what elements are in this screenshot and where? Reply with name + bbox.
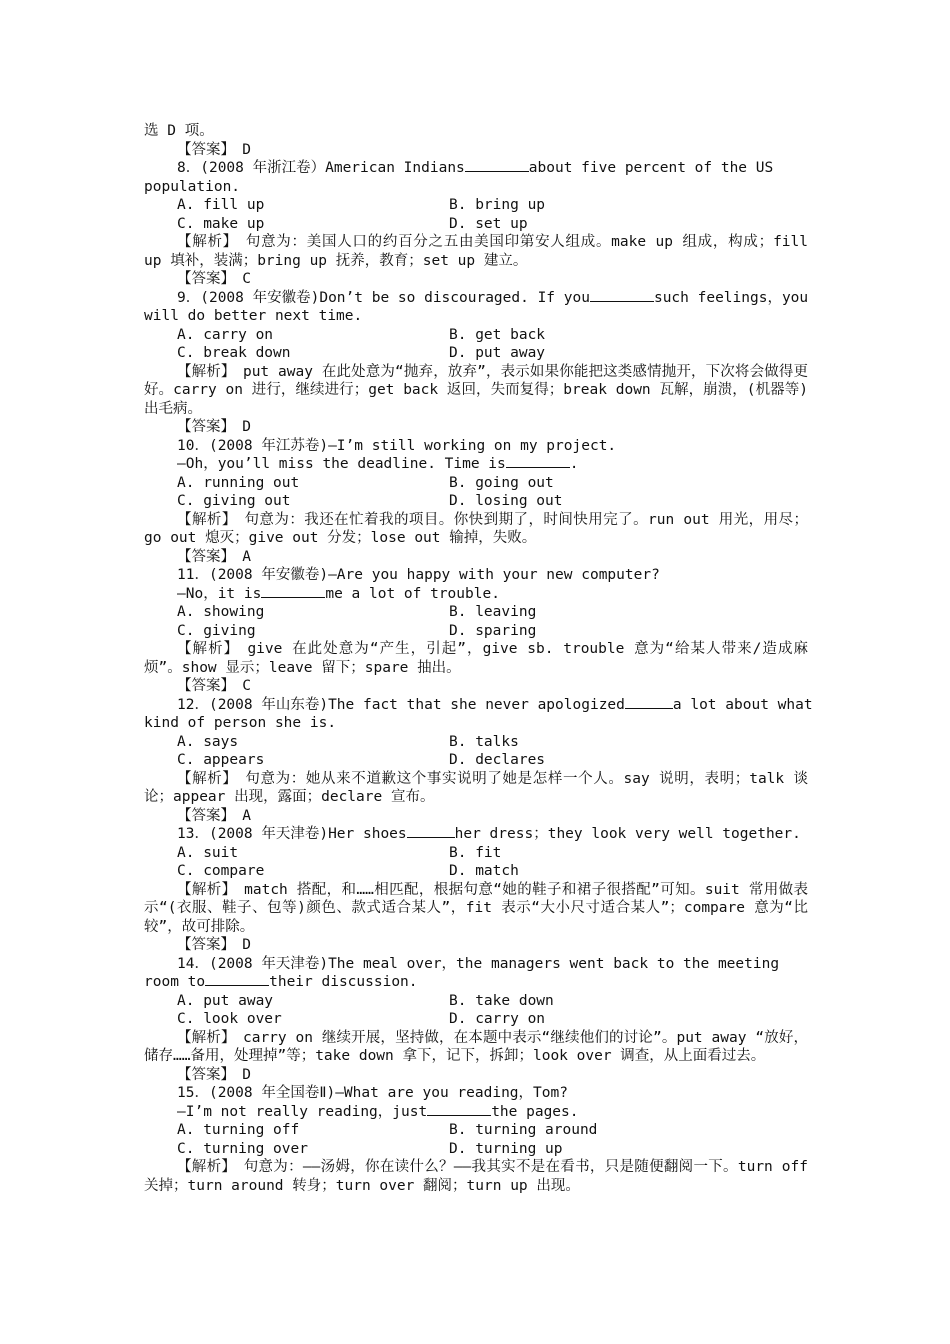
analysis: 【解析】 句意为：我还在忙着我的项目。你快到期了，时间快用完了。run out 用光，用尽；go out 熄灭；give out 分发；lose out 输掉，失败。 (144, 511, 808, 546)
option-d: D. put away (449, 345, 546, 361)
option-b: B. going out (449, 474, 554, 491)
option-c: C. compare (177, 863, 265, 879)
analysis: 【解析】 match 搭配，和……相匹配，根据句意“她的鞋子和裙子很搭配”可知。suit 常用做表示“(衣服、鞋子、包等)颜色、款式适合某人”，fit 表示“大小尺寸适合某人”；compare 意为“比较”，故可排除。 (144, 881, 808, 935)
question-stem-continued: population. (144, 178, 241, 195)
answer-blank (205, 973, 269, 986)
question-stem-line-2: —No，it is me a lot of trouble. (177, 585, 500, 602)
option-a: A. carry on (177, 326, 274, 343)
options-row (144, 622, 808, 641)
answer-blank (625, 696, 673, 709)
analysis: 【解析】 句意为：她从来不道歉这个事实说明了她是怎样一个人。say 说明，表明；talk 谈论；appear 出现，露面；declare 宣布。 (144, 770, 808, 805)
question-8 (144, 159, 808, 289)
option-a: A. fill up (177, 197, 265, 213)
question-stem: 9．(2008 年安徽卷)Don’t be so discouraged. If you such feelings，you (177, 289, 809, 306)
question-stem-line-2: —Oh，you’ll miss the deadline. Time is . (177, 456, 579, 472)
analysis: 【解析】 give 在此处意为“产生，引起”，give sb. trouble 意为“给某人带来/造成麻烦”。show 显示；leave 留下；spare 抽出。 (144, 641, 808, 676)
option-a: A. turning off (177, 1122, 300, 1138)
question-12 (144, 696, 813, 826)
option-c: C. break down (177, 345, 291, 361)
analysis: 【解析】 put away 在此处意为“抛弃，放弃”，表示如果你能把这类感情抛开，下次将会做得更好。carry on 进行，继续进行；get back 返回，失而复得；break down 瓦解，崩溃，(机器等)出毛病。 (144, 363, 808, 417)
options-row (144, 862, 808, 881)
option-a: A. says (177, 733, 239, 750)
question-11 (144, 566, 808, 696)
option-c: C. make up (177, 215, 265, 232)
options-row (144, 1121, 808, 1140)
option-a: A. showing (177, 604, 265, 620)
option-d: D. declares (449, 752, 546, 768)
option-c: C. turning over (177, 1140, 308, 1157)
option-b: B. turning around (449, 1122, 598, 1138)
option-d: D. losing out (449, 493, 563, 509)
question-stem: 15．(2008 年全国卷Ⅱ)—What are you reading，Tom? (177, 1085, 568, 1101)
question-stem: 10．(2008 年江苏卷)—I’m still working on my project. (177, 437, 617, 454)
answer: 【答案】 A (177, 807, 251, 824)
answer: 【答案】 D (177, 937, 251, 953)
question-stem: 12．(2008 年山东卷)The fact that she never apologized a lot about what (177, 696, 813, 713)
option-b: B. fit (449, 844, 502, 861)
document-content (144, 122, 813, 1195)
question-stem: 11．(2008 年安徽卷)—Are you happy with your new computer? (177, 567, 660, 583)
option-d: D. set up (449, 215, 528, 232)
question-14 (144, 955, 808, 1085)
answer: 【答案】 A (177, 548, 251, 565)
question-10 (144, 437, 808, 567)
question-13 (144, 825, 808, 955)
option-d: D. carry on (449, 1011, 546, 1027)
answer: 【答案】 D (177, 1066, 251, 1083)
question-stem-continued: kind of person she is. (144, 715, 337, 731)
option-c: C. appears (177, 752, 265, 768)
options-row (144, 733, 808, 752)
intro-answer: 【答案】 D (177, 141, 251, 158)
question-stem: 14．(2008 年天津卷)The meal over，the managers went back to the meeting (177, 955, 780, 972)
question-stem: 13．(2008 年天津卷)Her shoes her dress；they look very well together. (177, 826, 801, 842)
option-b: B. take down (449, 992, 554, 1009)
options-row (144, 1140, 808, 1159)
options-row (144, 344, 808, 363)
options-row (144, 196, 808, 215)
question-15 (144, 1084, 808, 1195)
answer-blank (465, 159, 529, 172)
option-b: B. leaving (449, 604, 537, 620)
answer-blank (506, 455, 570, 468)
option-c: C. giving out (177, 493, 291, 509)
answer: 【答案】 C (177, 271, 251, 287)
answer-blank (427, 1103, 491, 1116)
option-b: B. get back (449, 326, 546, 343)
option-a: A. running out (177, 474, 300, 491)
intro-line: 选 D 项。 (144, 123, 214, 139)
answer: 【答案】 C (177, 678, 251, 694)
option-c: C. look over (177, 1011, 282, 1027)
analysis: 【解析】 句意为：——汤姆，你在读什么？——我其实不是在看书，只是随便翻阅一下。turn off 关掉；turn around 转身；turn over 翻阅；turn up 出现。 (144, 1159, 808, 1194)
options-row (144, 992, 808, 1011)
question-stem: 8．(2008 年浙江卷）American Indians about five percent of the US (177, 160, 774, 176)
option-a: A. suit (177, 844, 239, 861)
question-stem-line-2: room to their discussion. (144, 974, 418, 990)
options-row (144, 326, 808, 345)
options-row (144, 492, 808, 511)
analysis: 【解析】 carry on 继续开展，坚持做，在本题中表示“继续他们的讨论”。put away “放好，储存……备用，处理掉”等；take down 拿下，记下，拆卸；look over 调查，从上面看过去。 (144, 1029, 808, 1064)
answer-blank (590, 289, 654, 302)
options-row (144, 1010, 808, 1029)
options-row (144, 751, 808, 770)
answer: 【答案】 D (177, 419, 251, 435)
answer-blank (407, 825, 455, 838)
question-9 (144, 289, 808, 437)
options-row (144, 844, 808, 863)
option-b: B. talks (449, 733, 519, 750)
option-c: C. giving (177, 622, 256, 639)
options-row (144, 603, 808, 622)
option-d: D. turning up (449, 1140, 563, 1157)
options-row (144, 215, 808, 234)
question-stem-continued: will do better next time. (144, 308, 363, 324)
question-stem-line-2: —I’m not really reading，just the pages. (177, 1103, 579, 1120)
analysis: 【解析】 句意为：美国人口的约百分之五由美国印第安人组成。make up 组成，构成；fill up 填补，装满；bring up 抚养，教育；set up 建立。 (144, 234, 808, 269)
option-b: B. bring up (449, 197, 546, 213)
answer-blank (261, 585, 325, 598)
options-row (144, 474, 808, 493)
option-d: D. match (449, 863, 519, 879)
option-d: D. sparing (449, 622, 537, 639)
option-a: A. put away (177, 992, 274, 1009)
